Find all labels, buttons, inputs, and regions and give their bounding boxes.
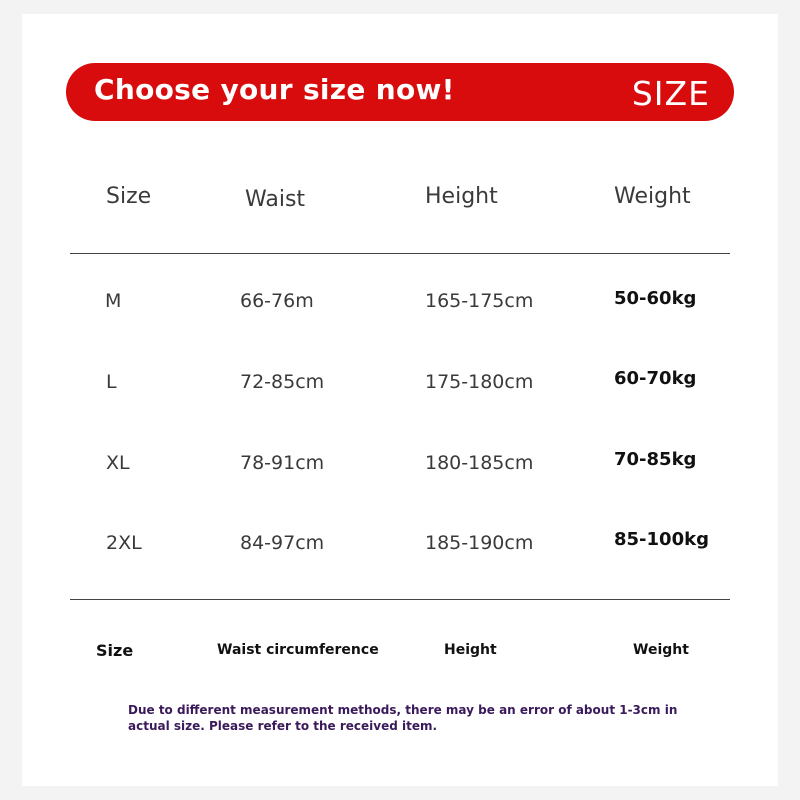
- header-size: Size: [106, 184, 152, 209]
- table-bottom-divider: [70, 599, 730, 600]
- waist-cell: 78-91cm: [240, 452, 325, 474]
- banner-size-label: SIZE: [631, 74, 710, 113]
- height-cell: 180-185cm: [425, 452, 534, 474]
- table-top-divider: [70, 253, 730, 254]
- footer-label-size: Size: [96, 641, 134, 660]
- footer-label-weight: Weight: [633, 642, 689, 658]
- weight-cell: 70-85kg: [614, 449, 697, 470]
- size-cell: XL: [106, 452, 130, 474]
- height-cell: 175-180cm: [425, 371, 534, 393]
- weight-cell: 60-70kg: [614, 368, 697, 389]
- waist-cell: 72-85cm: [240, 371, 325, 393]
- height-cell: 165-175cm: [425, 290, 534, 312]
- table-row: [0, 529, 800, 572]
- waist-cell: 66-76m: [240, 290, 314, 312]
- header-height: Height: [425, 184, 498, 209]
- size-cell: 2XL: [106, 532, 142, 554]
- size-banner: [66, 63, 734, 121]
- size-cell: M: [105, 290, 122, 312]
- size-cell: L: [106, 371, 117, 393]
- banner-title: Choose your size now!: [94, 73, 455, 106]
- table-row: [0, 368, 800, 411]
- footer-label-height: Height: [444, 642, 497, 658]
- waist-cell: 84-97cm: [240, 532, 325, 554]
- weight-cell: 85-100kg: [614, 529, 709, 550]
- weight-cell: 50-60kg: [614, 288, 697, 309]
- measurement-disclaimer: Due to different measurement methods, there may be an error of about 1-3cm in actual size. Please refer to the received item.: [128, 703, 678, 733]
- height-cell: 185-190cm: [425, 532, 534, 554]
- footer-label-waist: Waist circumference: [217, 642, 379, 658]
- header-waist: Waist: [245, 187, 306, 212]
- table-row: [0, 449, 800, 492]
- table-row: [0, 290, 800, 330]
- header-weight: Weight: [614, 184, 691, 209]
